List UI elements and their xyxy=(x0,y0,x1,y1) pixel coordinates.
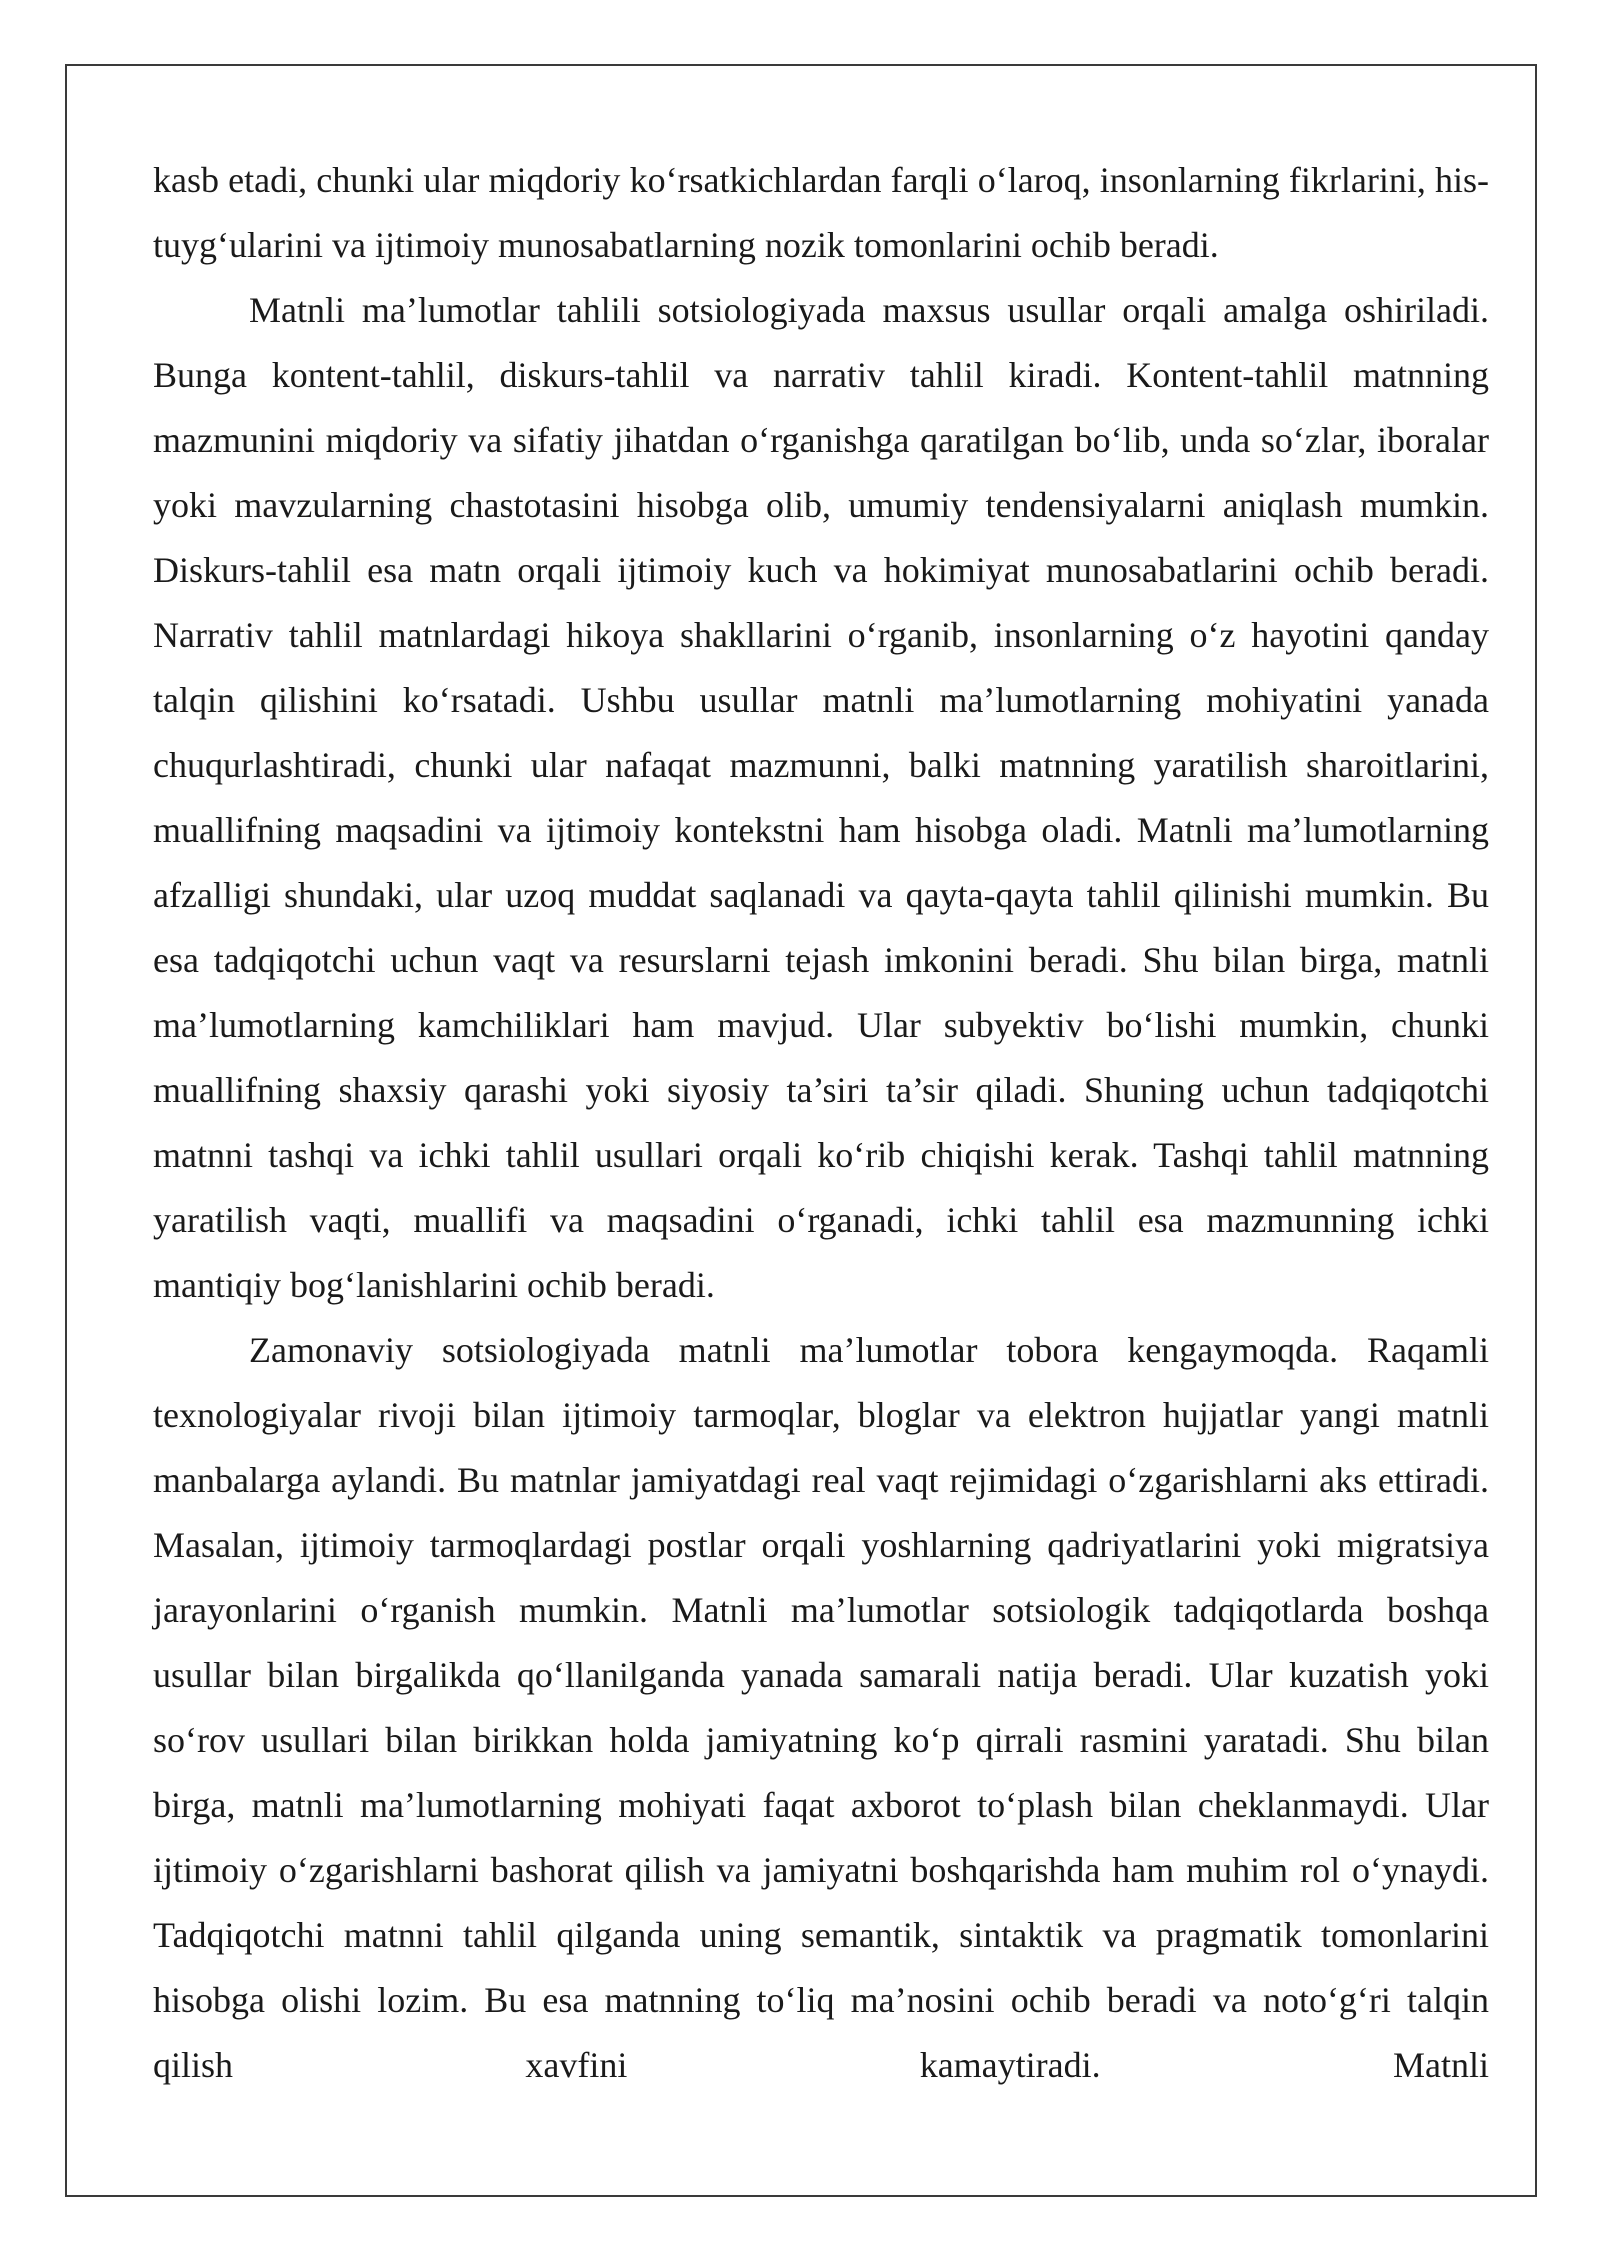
paragraph-2: Matnli ma’lumotlar tahlili sotsiologiyada maxsus usullar orqali amalga oshiriladi. Bunga kontent-tahlil, diskurs-tahlil va narrativ tahlil kiradi. Kontent-tahlil matnning mazmunini miqdoriy va sifatiy jihatdan o‘rganishga qaratilgan bo‘lib, unda so‘zlar, iboralar yoki mavzularning chastotasini hisobga olib, umumiy tendensiyalarni aniqlash mumkin. Diskurs-tahlil esa matn orqali ijtimoiy kuch va hokimiyat munosabatlarini ochib beradi. Narrativ tahlil matnlardagi hikoya shakllarini o‘rganib, insonlarning o‘z hayotini qanday talqin qilishini ko‘rsatadi. Ushbu usullar matnli ma’lumotlarning mohiyatini yanada chuqurlashtiradi, chunki ular nafaqat mazmunni, balki matnning yaratilish sharoitlarini, muallifning maqsadini va ijtimoiy kontekstni ham hisobga oladi. Matnli ma’lumotlarning afzalligi shundaki, ular uzoq muddat saqlanadi va qayta-qayta tahlil qilinishi mumkin. Bu esa tadqiqotchi uchun vaqt va resurslarni tejash imkonini beradi. Shu bilan birga, matnli ma’lumotlarning kamchiliklari ham mavjud. Ular subyektiv bo‘lishi mumkin, chunki muallifning shaxsiy qarashi yoki siyosiy ta’siri ta’sir qiladi. Shuning uchun tadqiqotchi matnni tashqi va ichki tahlil usullari orqali ko‘rib chiqishi kerak. Tashqi tahlil matnning yaratilish vaqti, muallifi va maqsadini o‘rganadi, ichki tahlil esa mazmunning ichki mantiqiy bog‘lanishlarini ochib beradi. xyxy=(153,290,1489,1305)
paragraph-3: Zamonaviy sotsiologiyada matnli ma’lumotlar tobora kengaymoqda. Raqamli texnologiyalar rivoji bilan ijtimoiy tarmoqlar, bloglar va elektron hujjatlar yangi matnli manbalarga aylandi. Bu matnlar jamiyatdagi real vaqt rejimidagi o‘zgarishlarni aks ettiradi. Masalan, ijtimoiy tarmoqlardagi postlar orqali yoshlarning qadriyatlarini yoki migratsiya jarayonlarini o‘rganish mumkin. Matnli ma’lumotlar sotsiologik tadqiqotlarda boshqa usullar bilan birgalikda qo‘llanilganda yanada samarali natija beradi. Ular kuzatish yoki so‘rov usullari bilan birikkan holda jamiyatning ko‘p qirrali rasmini yaratadi. Shu bilan birga, matnli ma’lumotlarning mohiyati faqat axborot to‘plash bilan cheklanmaydi. Ular ijtimoiy o‘zgarishlarni bashorat qilish va jamiyatni boshqarishda ham muhim rol o‘ynaydi. Tadqiqotchi matnni tahlil qilganda uning semantik, sintaktik va pragmatik tomonlarini hisobga olishi lozim. Bu esa matnning to‘liq ma’nosini ochib beradi va noto‘g‘ri talqin qilish xavfini kamaytiradi. Matnli xyxy=(153,1330,1489,2085)
paragraph-1: kasb etadi, chunki ular miqdoriy ko‘rsatkichlardan farqli o‘laroq, insonlarning fikrlarini, his-tuyg‘ularini va ijtimoiy munosabatlarning nozik tomonlarini ochib beradi. xyxy=(153,160,1489,265)
document-body xyxy=(153,148,1489,2098)
